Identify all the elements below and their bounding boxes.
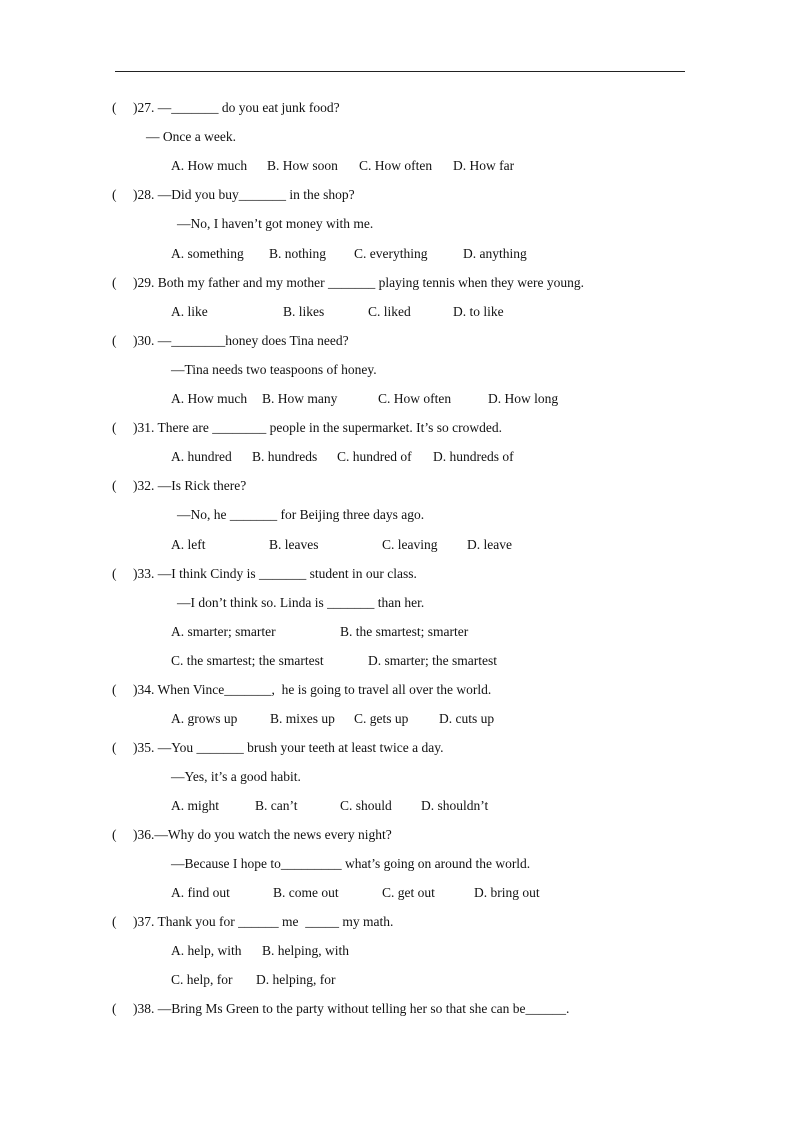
answer-blank: ( [112,100,117,115]
option-c: C. How often [378,391,452,406]
header-rule [115,71,685,72]
question-30 [112,333,349,349]
option-c: C. everything [354,246,428,261]
option-c: C. gets up [354,711,409,726]
option-b: B. mixes up [270,711,335,726]
option-b: B. can’t [255,798,298,813]
question-stem: )33. —I think Cindy is _______ student in our class. [133,566,417,581]
option-b: B. How soon [267,158,338,173]
question-35 [112,740,443,756]
question-stem: )37. Thank you for ______ me _____ my math. [133,914,394,929]
answer-blank: ( [112,682,117,697]
option-c: C. leaving [382,537,438,552]
question-28 [112,187,355,203]
answer-blank: ( [112,333,117,348]
option-d: D. bring out [474,885,540,900]
answer-blank: ( [112,1001,117,1016]
question-stem: )34. When Vince_______, he is going to travel all over the world. [133,682,492,697]
option-b: B. helping, with [262,943,349,958]
question-34 [112,682,491,698]
option-b: B. likes [283,304,325,319]
option-d: D. leave [467,537,512,552]
option-a: A. something [171,246,244,261]
answer-blank: ( [112,275,117,290]
option-b: B. leaves [269,537,319,552]
option-a: A. How much [171,158,248,173]
option-b: B. nothing [269,246,327,261]
option-a: A. help, with [171,943,242,958]
answer-blank: ( [112,914,117,929]
option-a: A. left [171,537,206,552]
option-b: B. the smartest; smarter [340,624,469,639]
question-32 [112,478,246,494]
option-c: C. hundred of [337,449,412,464]
question-stem: )28. —Did you buy_______ in the shop? [133,187,355,202]
option-a: A. smarter; smarter [171,624,276,639]
question-stem: )27. —_______ do you eat junk food? [133,100,340,115]
question-38 [112,1001,569,1017]
question-37 [112,914,393,930]
option-d: D. to like [453,304,504,319]
option-c: C. help, for [171,972,233,987]
question-33 [112,566,417,582]
option-a: A. How much [171,391,248,406]
option-d: D. shouldn’t [421,798,489,813]
option-c: C. should [340,798,392,813]
question-stem: )35. —You _______ brush your teeth at least twice a day. [133,740,444,755]
option-d: D. helping, for [256,972,336,987]
answer-blank: ( [112,478,117,493]
option-a: A. grows up [171,711,238,726]
option-b: B. hundreds [252,449,318,464]
question-27 [112,100,340,116]
answer-blank: ( [112,566,117,581]
option-a: A. hundred [171,449,232,464]
option-d: D. smarter; the smartest [368,653,497,668]
option-c: C. liked [368,304,411,319]
question-reply: —No, I haven’t got money with me. [177,216,374,231]
answer-blank: ( [112,827,117,842]
option-b: B. How many [262,391,338,406]
question-reply: —No, he _______ for Beijing three days ago. [177,507,425,522]
question-stem: )31. There are ________ people in the supermarket. It’s so crowded. [133,420,503,435]
question-stem: )36.—Why do you watch the news every night? [133,827,392,842]
answer-blank: ( [112,187,117,202]
option-b: B. come out [273,885,339,900]
option-d: D. How long [488,391,559,406]
answer-blank: ( [112,420,117,435]
answer-blank: ( [112,740,117,755]
option-a: A. might [171,798,220,813]
question-31 [112,420,502,436]
question-29 [112,275,584,291]
option-d: D. cuts up [439,711,495,726]
question-stem: )30. —________honey does Tina need? [133,333,349,348]
option-d: D. How far [453,158,515,173]
question-reply: —Because I hope to_________ what’s going on around the world. [171,856,531,871]
question-stem: )38. —Bring Ms Green to the party without telling her so that she can be______. [133,1001,570,1016]
option-c: C. How often [359,158,433,173]
question-stem: )32. —Is Rick there? [133,478,247,493]
option-d: D. anything [463,246,527,261]
option-c: C. the smartest; the smartest [171,653,324,668]
option-a: A. find out [171,885,230,900]
question-reply: —I don’t think so. Linda is _______ than her. [177,595,425,610]
question-reply: —Tina needs two teaspoons of honey. [171,362,377,377]
question-36 [112,827,392,843]
question-reply: —Yes, it’s a good habit. [171,769,301,784]
option-d: D. hundreds of [433,449,514,464]
option-c: C. get out [382,885,435,900]
question-stem: )29. Both my father and my mother _______ playing tennis when they were young. [133,275,585,290]
option-a: A. like [171,304,208,319]
question-reply: — Once a week. [146,129,236,144]
